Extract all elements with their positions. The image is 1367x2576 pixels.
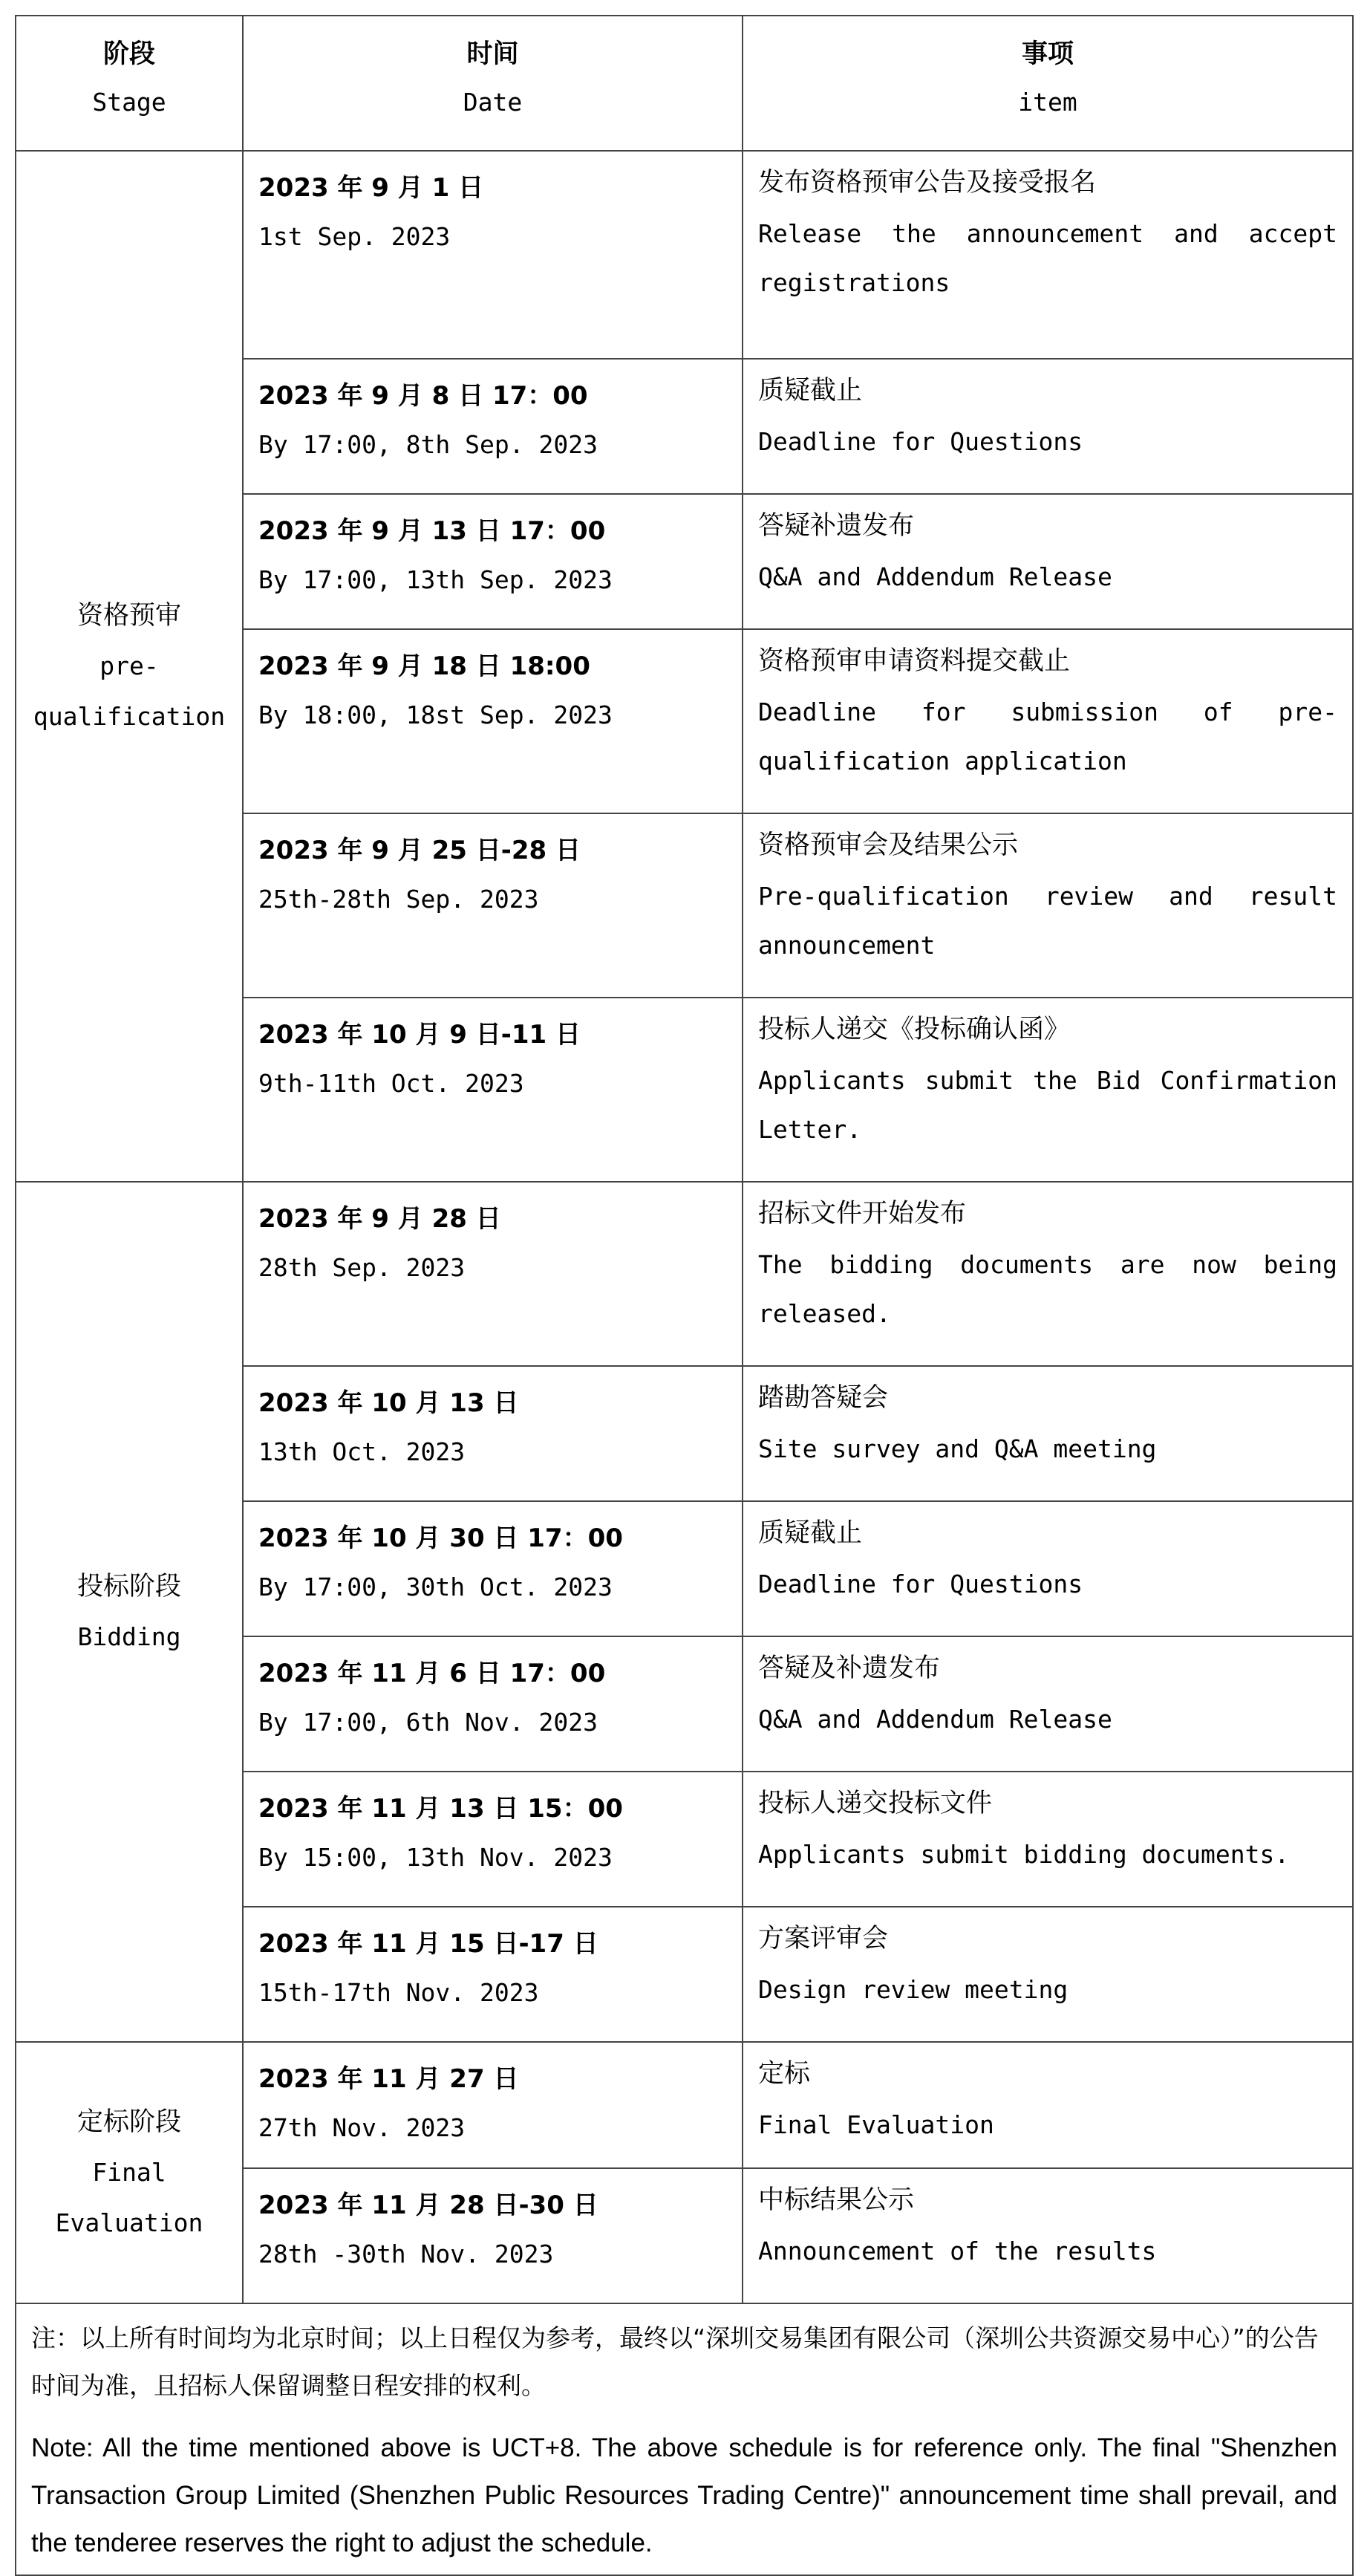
item-cell: [743, 998, 1353, 1182]
date-zh: 2023 年 9 月 18 日 18:00: [258, 651, 590, 681]
date-zh: 2023 年 9 月 1 日: [258, 173, 484, 203]
item-zh: 踏勘答疑会: [758, 1383, 889, 1413]
item-en: The bidding documents are now being released.: [758, 1250, 1337, 1328]
header-item-zh: 事项: [1021, 39, 1074, 69]
item-cell: [743, 151, 1353, 359]
date-en: 1st Sep. 2023: [258, 222, 451, 251]
date-zh: 2023 年 11 月 6 日 17：00: [258, 1659, 606, 1688]
stage-prequalification-en: pre-qualification: [33, 651, 226, 731]
stage-prequalification-zh: 资格预审: [76, 601, 181, 631]
item-cell: [743, 1907, 1353, 2042]
item-en: Applicants submit the Bid Confirmation Letter.: [758, 1066, 1337, 1144]
date-cell: [243, 151, 743, 359]
date-en: By 17:00, 8th Sep. 2023: [258, 430, 598, 459]
table-row: [16, 151, 1353, 359]
item-cell: [743, 1366, 1353, 1501]
notes-row: [16, 2303, 1353, 2575]
date-en: 27th Nov. 2023: [258, 2113, 466, 2142]
date-en: By 15:00, 13th Nov. 2023: [258, 1843, 613, 1872]
item-zh: 投标人递交投标文件: [758, 1789, 993, 1818]
date-zh: 2023 年 11 月 13 日 15：00: [258, 1794, 623, 1824]
date-en: By 18:00, 18st Sep. 2023: [258, 700, 613, 729]
item-en: Q&A and Addendum Release: [758, 1705, 1112, 1734]
date-en: 9th-11th Oct. 2023: [258, 1069, 524, 1098]
item-cell: [743, 1772, 1353, 1907]
date-en: By 17:00, 30th Oct. 2023: [258, 1572, 613, 1601]
stage-final-evaluation-zh: 定标阶段: [76, 2107, 181, 2137]
item-zh: 资格预审会及结果公示: [758, 830, 1019, 860]
stage-bidding-zh: 投标阶段: [76, 1572, 181, 1601]
item-zh: 质疑截止: [758, 1518, 863, 1548]
item-zh: 资格预审申请资料提交截止: [758, 646, 1071, 676]
date-cell: [243, 998, 743, 1182]
item-en: Final Evaluation: [758, 2110, 994, 2139]
item-en: Applicants submit bidding documents.: [758, 1840, 1290, 1869]
item-cell: [743, 1501, 1353, 1636]
item-zh: 投标人递交《投标确认函》: [758, 1015, 1071, 1044]
date-zh: 2023 年 9 月 8 日 17：00: [258, 381, 588, 411]
header-stage-en: Stage: [92, 88, 166, 117]
schedule-table: [15, 15, 1354, 2576]
item-en: Site survey and Q&A meeting: [758, 1434, 1157, 1463]
date-cell: [243, 1636, 743, 1772]
date-cell: [243, 813, 743, 998]
stage-final-evaluation-cell: [16, 2042, 243, 2303]
item-cell: [743, 1182, 1353, 1366]
date-cell: [243, 629, 743, 813]
table-row: [16, 1182, 1353, 1366]
item-en: Deadline for submission of pre-qualification application: [758, 697, 1337, 775]
date-cell: [243, 1907, 743, 2042]
date-en: 25th-28th Sep. 2023: [258, 885, 539, 914]
notes-cell: [16, 2303, 1353, 2575]
item-zh: 定标: [758, 2059, 811, 2089]
item-en: Deadline for Questions: [758, 427, 1083, 456]
date-zh: 2023 年 9 月 28 日: [258, 1204, 501, 1234]
item-zh: 方案评审会: [758, 1924, 889, 1954]
date-zh: 2023 年 11 月 15 日-17 日: [258, 1929, 598, 1959]
date-zh: 2023 年 9 月 25 日-28 日: [258, 836, 581, 865]
date-en: 28th -30th Nov. 2023: [258, 2240, 554, 2268]
date-cell: [243, 359, 743, 494]
date-en: By 17:00, 6th Nov. 2023: [258, 1708, 598, 1737]
note-zh: 注：以上所有时间均为北京时间；以上日程仅为参考，最终以“深圳交易集团有限公司（深圳公共资源交易中心）”的公告时间为准，且招标人保留调整日程安排的权利。: [31, 2323, 1319, 2400]
note-en: Note: All the time mentioned above is UCT+8. The above schedule is for reference only. The final "Shenzhen Transaction Group Limited (Shenzhen Public Resources Trading Centre)" announcement time shall prevail, and the tenderee reserves the right to adjust the schedule.: [31, 2433, 1337, 2557]
date-en: 13th Oct. 2023: [258, 1437, 466, 1466]
date-cell: [243, 494, 743, 629]
stage-bidding-en: Bidding: [77, 1622, 181, 1651]
date-cell: [243, 1182, 743, 1366]
header-date: [243, 16, 743, 151]
date-zh: 2023 年 10 月 9 日-11 日: [258, 1020, 581, 1050]
item-en: Announcement of the results: [758, 2237, 1157, 2266]
header-date-en: Date: [463, 88, 523, 117]
date-cell: [243, 2168, 743, 2303]
date-cell: [243, 1366, 743, 1501]
date-cell: [243, 1501, 743, 1636]
date-zh: 2023 年 11 月 27 日: [258, 2064, 519, 2094]
item-cell: [743, 494, 1353, 629]
header-stage: [16, 16, 243, 151]
item-zh: 答疑补遗发布: [758, 511, 915, 541]
item-en: Release the announcement and accept registrations: [758, 219, 1337, 297]
date-cell: [243, 1772, 743, 1907]
item-zh: 中标结果公示: [758, 2185, 915, 2215]
item-cell: [743, 629, 1353, 813]
item-en: Deadline for Questions: [758, 1570, 1083, 1598]
date-en: By 17:00, 13th Sep. 2023: [258, 565, 613, 594]
header-item-en: item: [1018, 88, 1077, 117]
date-cell: [243, 2042, 743, 2168]
item-zh: 答疑及补遗发布: [758, 1653, 941, 1683]
stage-final-evaluation-en: Final Evaluation: [55, 2158, 203, 2237]
header-stage-zh: 阶段: [102, 39, 155, 69]
item-cell: [743, 359, 1353, 494]
date-zh: 2023 年 11 月 28 日-30 日: [258, 2190, 598, 2220]
item-cell: [743, 2042, 1353, 2168]
stage-bidding-cell: [16, 1182, 243, 2042]
header-row: [16, 16, 1353, 151]
item-cell: [743, 1636, 1353, 1772]
item-en: Q&A and Addendum Release: [758, 562, 1112, 591]
item-cell: [743, 2168, 1353, 2303]
item-en: Pre-qualification review and result announcement: [758, 882, 1337, 960]
item-cell: [743, 813, 1353, 998]
date-en: 15th-17th Nov. 2023: [258, 1978, 539, 2007]
header-item: [743, 16, 1353, 151]
date-zh: 2023 年 9 月 13 日 17：00: [258, 516, 606, 546]
table-row: [16, 2042, 1353, 2168]
date-zh: 2023 年 10 月 13 日: [258, 1388, 519, 1418]
item-zh: 发布资格预审公告及接受报名: [758, 168, 1097, 198]
date-en: 28th Sep. 2023: [258, 1253, 466, 1282]
schedule-body: [16, 151, 1353, 2303]
item-zh: 质疑截止: [758, 376, 863, 406]
header-date-zh: 时间: [466, 39, 519, 69]
item-zh: 招标文件开始发布: [758, 1199, 967, 1229]
item-en: Design review meeting: [758, 1975, 1069, 2004]
stage-prequalification-cell: [16, 151, 243, 1182]
date-zh: 2023 年 10 月 30 日 17：00: [258, 1523, 623, 1553]
